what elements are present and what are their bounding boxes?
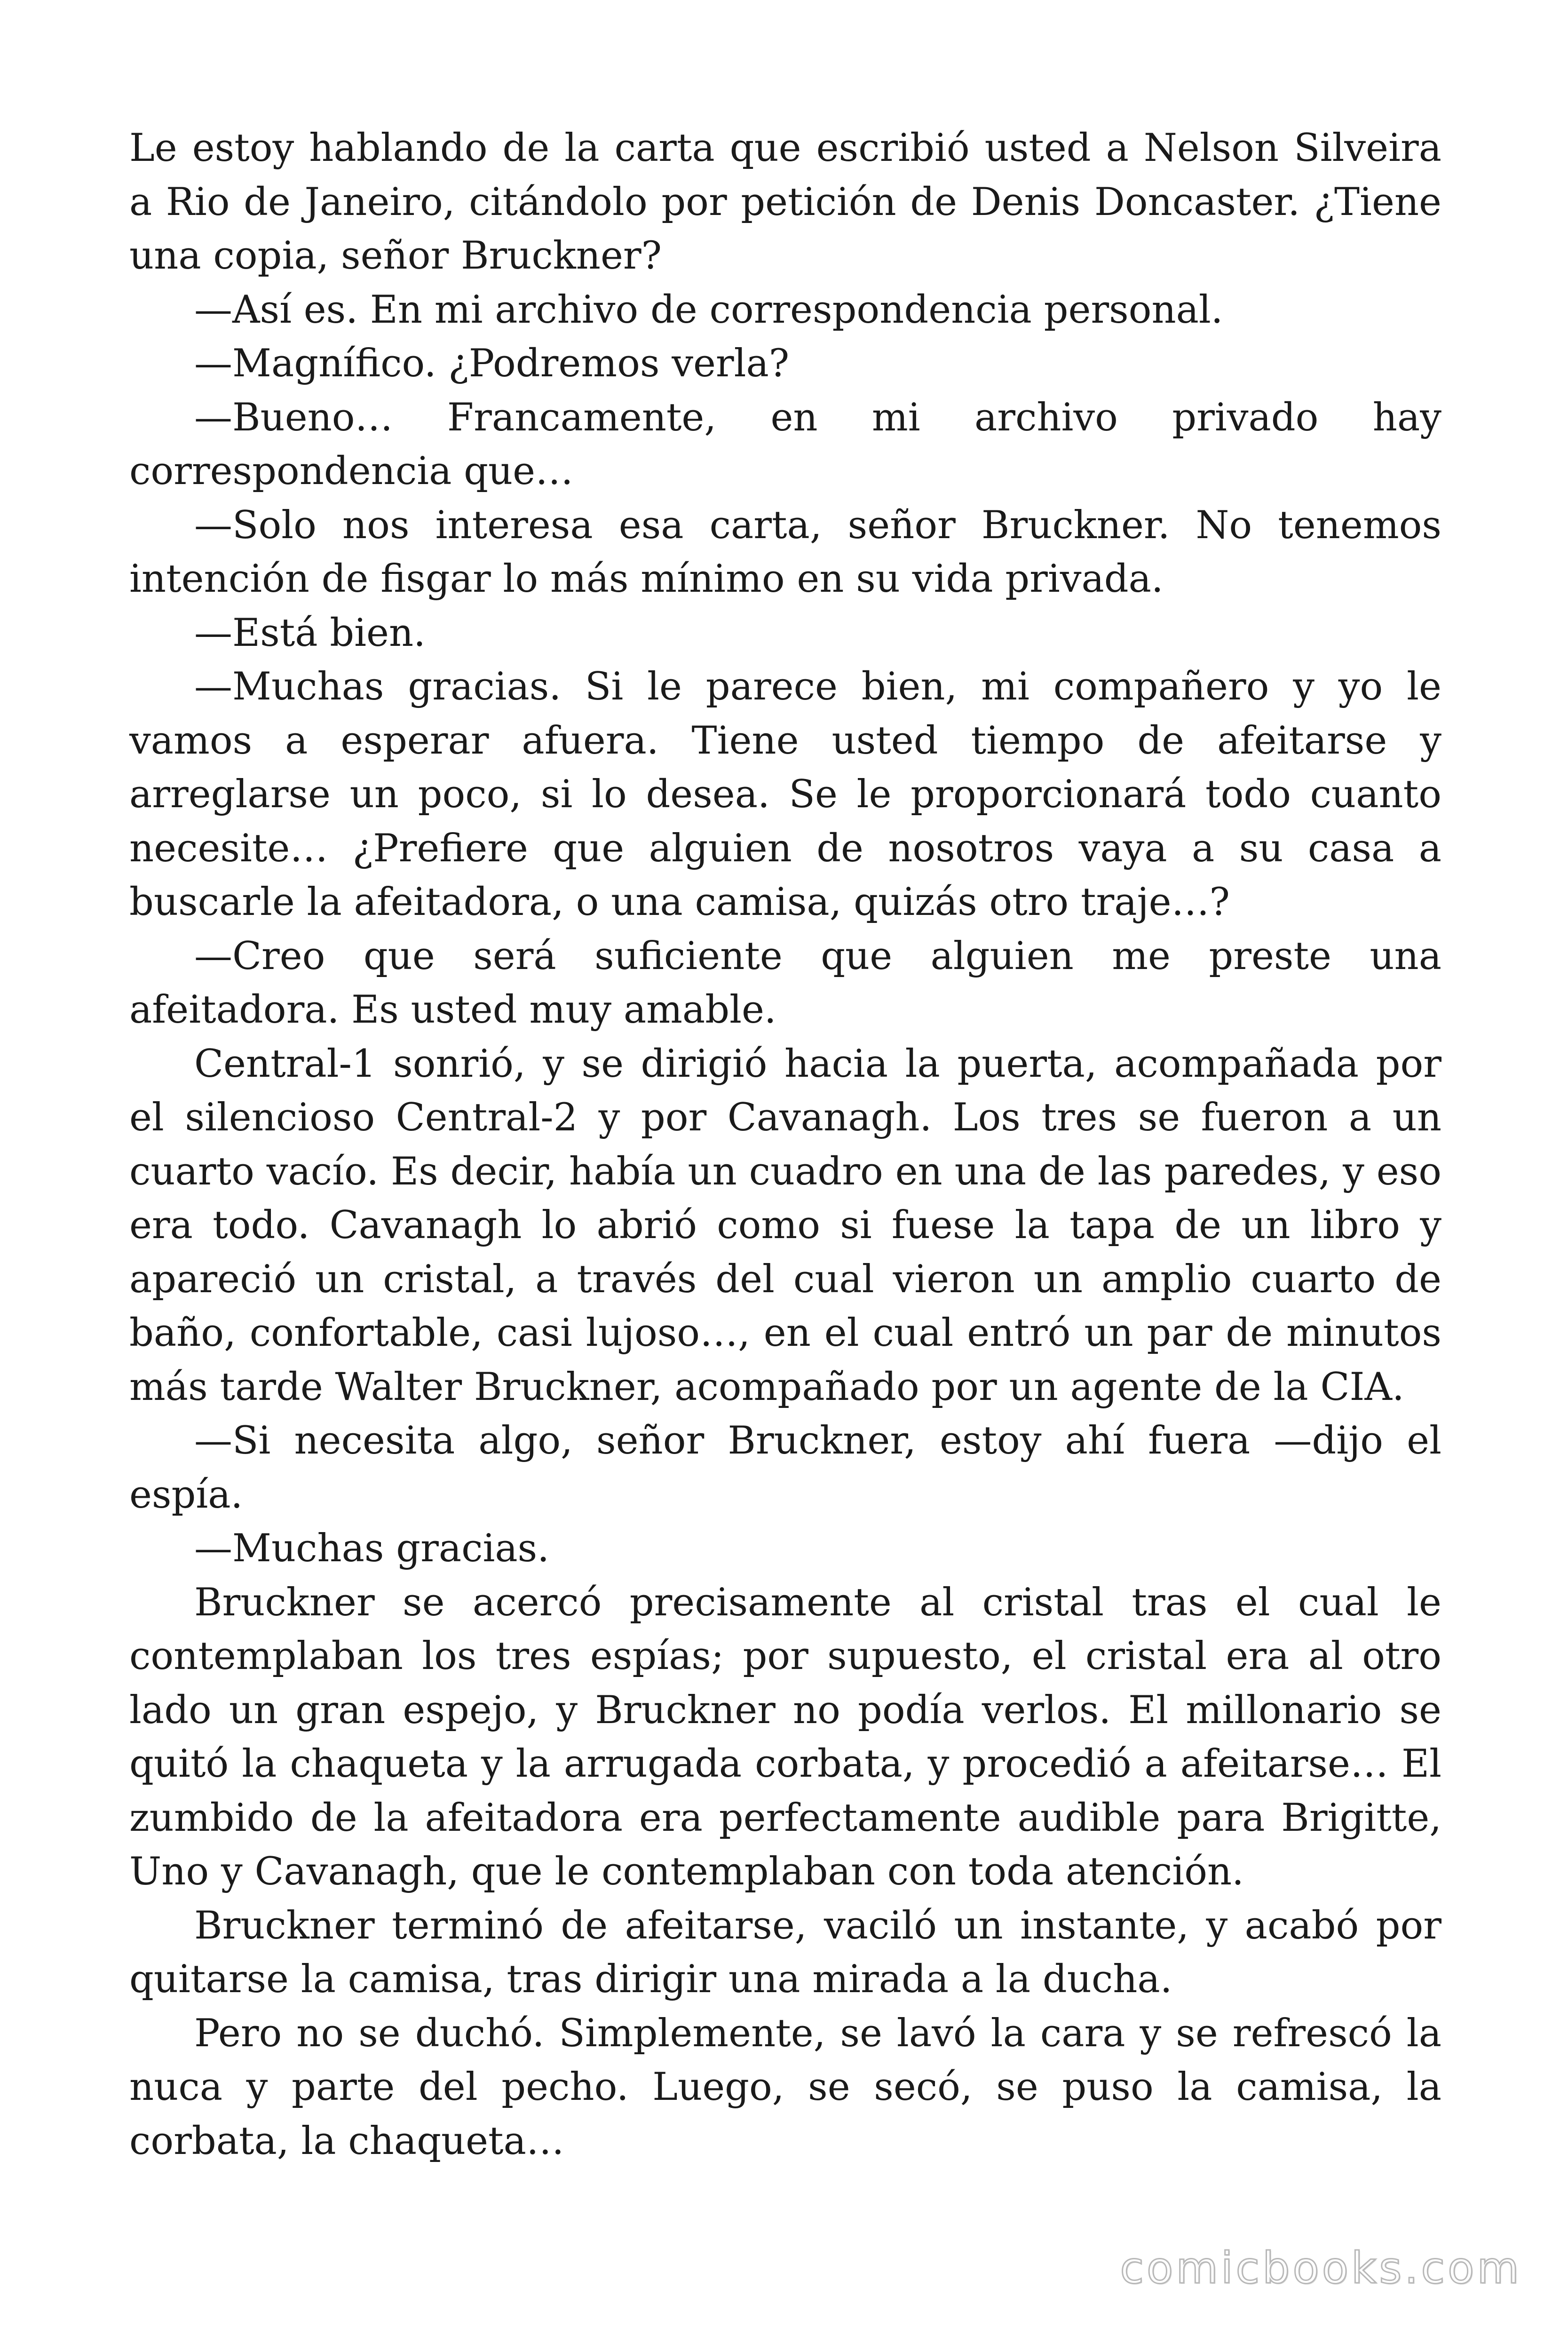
body-text (129, 121, 1441, 2168)
paragraph: —Magnífico. ¿Podremos verla? (194, 342, 790, 386)
paragraph: Pero no se duchó. Simplemente, se lavó la cara y se refrescó la nuca y parte del pecho. Luego, se secó, se puso la camisa, la corbata, la chaqueta… (129, 2011, 1441, 2163)
paragraph: —Muchas gracias. (194, 1526, 549, 1571)
paragraph: —Así es. En mi archivo de correspondencia personal. (194, 287, 1223, 332)
paragraph: Bruckner terminó de afeitarse, vaciló un instante, y acabó por quitarse la camisa, tras dirigir una mirada a la ducha. (129, 1903, 1441, 2002)
paragraph: —Está bien. (194, 611, 426, 655)
paragraph: —Creo que será suficiente que alguien me preste una afeitadora. Es usted muy amable. (129, 934, 1441, 1032)
paragraph: Central-1 sonrió, y se dirigió hacia la puerta, acompañada por el silencioso Central-2 y por Cavanagh. Los tres se fueron a un cuarto vacío. Es decir, había un cuadro en una de las paredes, y eso era todo. Cavanagh lo abrió como si fuese la tapa de un libro y apareció un cristal, a través del cual vieron un amplio cuarto de baño, confortable, casi lujoso…, en el cual entró un par de minutos más tarde Walter Bruckner, acompañado por un agente de la CIA. (129, 1041, 1441, 1409)
paragraph: Le estoy hablando de la carta que escribió usted a Nelson Silveira a Rio de Janeiro, citándolo por petición de Denis Doncaster. ¿Tiene una copia, señor Bruckner? (129, 126, 1441, 278)
paragraph: —Solo nos interesa esa carta, señor Bruckner. No tenemos intención de fisgar lo más mínimo en su vida privada. (129, 503, 1441, 601)
paragraph: —Muchas gracias. Si le parece bien, mi compañero y yo le vamos a esperar afuera. Tiene usted tiempo de afeitarse y arreglarse un poco, si lo desea. Se le proporcionará todo cuanto necesite… ¿Prefiere que alguien de nosotros vaya a su casa a buscarle la afeitadora, o una camisa, quizás otro traje…? (129, 665, 1441, 924)
paragraph: Bruckner se acercó precisamente al cristal tras el cual le contemplaban los tres espías; por supuesto, el cristal era al otro lado un gran espejo, y Bruckner no podía verlos. El millonario se quitó la chaqueta y la arrugada corbata, y procedió a afeitarse… El zumbido de la afeitadora era perfectamente audible para Brigitte, Uno y Cavanagh, que le contemplaban con toda atención. (129, 1580, 1441, 1894)
paragraph: —Si necesita algo, señor Bruckner, estoy ahí fuera —dijo el espía. (129, 1419, 1441, 1517)
watermark: comicbooks.com (1120, 2243, 1522, 2293)
paragraph: —Bueno… Francamente, en mi archivo privado hay correspondencia que… (129, 395, 1441, 493)
